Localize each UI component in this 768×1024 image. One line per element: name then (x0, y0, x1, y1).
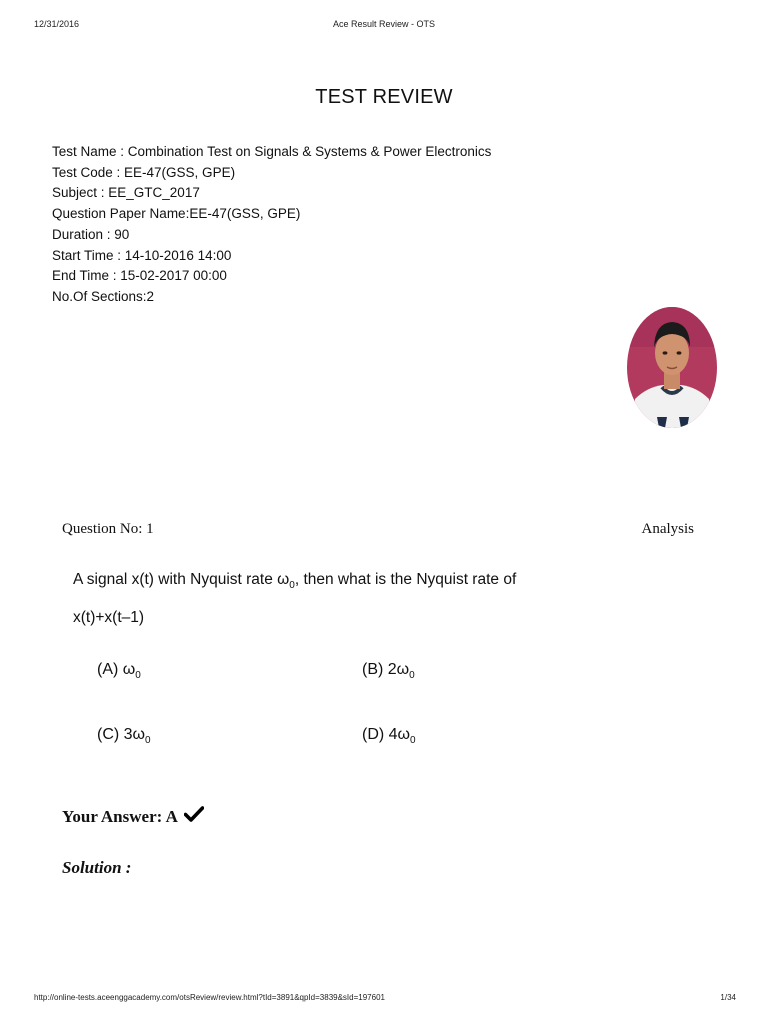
test-name: Test Name : Combination Test on Signals & Systems & Power Electronics (52, 144, 492, 159)
candidate-photo (627, 307, 717, 428)
question-text-part1: A signal x(t) with Nyquist rate ω (73, 571, 290, 588)
question-number: Question No: 1 (62, 521, 154, 537)
option-a-label: (A) ω (97, 661, 136, 678)
analysis-link[interactable]: Analysis (641, 521, 694, 537)
subject: Subject : EE_GTC_2017 (52, 185, 200, 201)
test-info (52, 142, 491, 308)
page-title: TEST REVIEW (315, 86, 453, 108)
option-b (362, 661, 415, 681)
option-d-subscript: 0 (410, 735, 416, 747)
option-b-label: (B) 2ω (362, 661, 410, 678)
end-time: End Time : 15-02-2017 00:00 (52, 268, 227, 284)
question-paper-name: Question Paper Name:EE-47(GSS, GPE) (52, 206, 301, 222)
option-c-subscript: 0 (145, 735, 151, 747)
question-text (73, 564, 553, 634)
option-c-label: (C) 3ω (97, 726, 146, 743)
test-code: Test Code : EE-47(GSS, GPE) (52, 164, 236, 180)
print-page-number: 1/34 (720, 993, 736, 1002)
check-icon (184, 806, 204, 827)
print-page-title: Ace Result Review - OTS (332, 19, 436, 29)
question-text-subscript: 0 (289, 580, 295, 592)
question-text-part2: , then what is the Nyquist rate of x(t)+x(t–1) (73, 571, 517, 627)
number-of-sections: No.Of Sections:2 (52, 288, 155, 304)
your-answer (62, 806, 204, 827)
option-d (362, 726, 416, 746)
option-c (97, 726, 151, 746)
solution-heading: Solution : (62, 858, 132, 877)
option-a-subscript: 0 (135, 670, 141, 682)
print-date: 12/31/2016 (34, 19, 80, 29)
option-a (97, 661, 141, 681)
duration: Duration : 90 (52, 226, 130, 242)
print-url: http://online-tests.aceenggacademy.com/otsReview/review.html?tId=3891&qpId=3839&sId=197601 (34, 993, 385, 1002)
your-answer-label: Your Answer: A (62, 806, 178, 826)
start-time: Start Time : 14-10-2016 14:00 (52, 247, 232, 263)
option-d-label: (D) 4ω (362, 726, 411, 743)
option-b-subscript: 0 (409, 670, 415, 682)
